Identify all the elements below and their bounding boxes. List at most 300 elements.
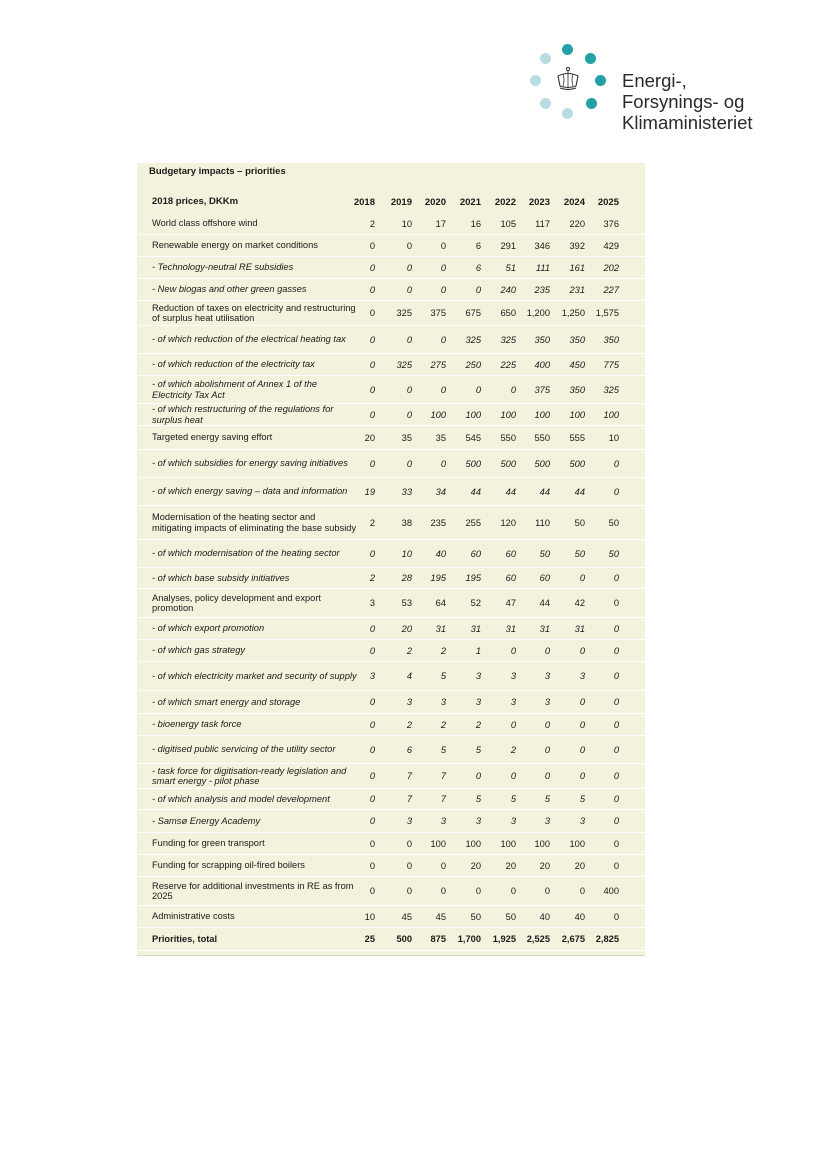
table-cell: 3 bbox=[406, 816, 412, 826]
table-cell: 31 bbox=[574, 623, 585, 634]
table-cell: 550 bbox=[500, 432, 516, 443]
table-cell: 0 bbox=[544, 771, 550, 781]
row-label: Analyses, policy development and export promotion bbox=[152, 592, 321, 613]
table-cell: 5 bbox=[544, 794, 550, 804]
table-cell: 20 bbox=[470, 860, 481, 871]
table-row bbox=[137, 618, 645, 640]
table-cell: 0 bbox=[579, 719, 585, 730]
table-row bbox=[137, 404, 645, 426]
table-cell: 100 bbox=[500, 409, 516, 420]
table-cell: 0 bbox=[406, 838, 412, 849]
table-cell: 6 bbox=[475, 262, 481, 273]
table-cell: 500 bbox=[465, 458, 481, 469]
table-cell: 0 bbox=[369, 262, 375, 273]
table-cell: 0 bbox=[369, 719, 375, 730]
table-cell: 16 bbox=[470, 218, 481, 229]
table-cell: 5 bbox=[440, 671, 446, 681]
table-cell: 7 bbox=[406, 794, 412, 804]
table-cell: 60 bbox=[470, 548, 481, 559]
table-cell: 220 bbox=[569, 218, 585, 229]
table-cell: 275 bbox=[430, 359, 446, 370]
table-row bbox=[137, 906, 645, 928]
ministry-name-line: Energi-, bbox=[622, 70, 687, 91]
table-cell: 100 bbox=[534, 409, 550, 420]
row-label: - of which abolishment of Annex 1 of the Electricity Tax Act bbox=[152, 379, 318, 400]
table-cell: 100 bbox=[465, 409, 481, 420]
table-cell: 0 bbox=[510, 886, 516, 896]
table-cell: 0 bbox=[475, 771, 481, 781]
table-cell: 10 bbox=[401, 548, 412, 559]
table-cell: 3 bbox=[544, 671, 550, 681]
table-cell: 325 bbox=[500, 334, 516, 345]
table-cell: 0 bbox=[440, 458, 446, 469]
table-cell: 3 bbox=[510, 697, 516, 707]
table-cell: 100 bbox=[430, 838, 446, 849]
table-cell: 0 bbox=[369, 240, 375, 251]
table-cell: 3 bbox=[475, 671, 481, 681]
table-cell: 0 bbox=[440, 334, 446, 345]
table-cell: 500 bbox=[534, 458, 550, 469]
table-row bbox=[137, 810, 645, 833]
table-cell: 0 bbox=[510, 771, 516, 781]
table-cell: 17 bbox=[435, 218, 446, 229]
table-cell: 0 bbox=[369, 886, 375, 896]
row-label: - Technology-neutral RE subsidies bbox=[152, 262, 294, 273]
table-cell: 3 bbox=[544, 816, 550, 826]
table-cell: 0 bbox=[369, 623, 375, 634]
table-cell: 2 bbox=[440, 719, 446, 730]
year-header: 2018 bbox=[353, 197, 375, 208]
table-cell: 0 bbox=[440, 240, 446, 251]
table-row bbox=[137, 736, 645, 764]
year-header: 2021 bbox=[459, 197, 481, 208]
table-cell: 0 bbox=[369, 284, 375, 295]
table-cell: 376 bbox=[603, 218, 619, 229]
table-cell: 0 bbox=[369, 697, 375, 707]
table-cell: 42 bbox=[574, 598, 585, 608]
table-row bbox=[137, 789, 645, 810]
table-row bbox=[137, 326, 645, 354]
table-cell: 0 bbox=[613, 486, 619, 497]
table-cell: 0 bbox=[440, 886, 446, 896]
table-cell: 350 bbox=[569, 384, 585, 395]
table-cell: 2,825 bbox=[595, 934, 619, 944]
table-cell: 120 bbox=[500, 517, 516, 528]
table-cell: 0 bbox=[613, 771, 619, 781]
table-row bbox=[137, 376, 645, 404]
table-cell: 0 bbox=[579, 645, 585, 656]
table-cell: 0 bbox=[613, 838, 619, 849]
row-label: Funding for scrapping oil-fired boilers bbox=[152, 860, 305, 871]
table-row bbox=[137, 301, 645, 326]
table-row bbox=[137, 426, 645, 450]
table-cell: 0 bbox=[579, 771, 585, 781]
table-cell: 5 bbox=[475, 744, 481, 755]
table-cell: 0 bbox=[613, 860, 619, 871]
table-cell: 400 bbox=[534, 359, 550, 370]
table-cell: 0 bbox=[613, 794, 619, 804]
table-cell: 0 bbox=[440, 284, 446, 295]
table-cell: 0 bbox=[544, 886, 550, 896]
table-cell: 19 bbox=[364, 486, 375, 497]
table-cell: 0 bbox=[475, 284, 481, 295]
row-label: Renewable energy on market conditions bbox=[152, 240, 318, 251]
table-cell: 0 bbox=[406, 860, 412, 871]
table-cell: 100 bbox=[430, 409, 446, 420]
table-cell: 0 bbox=[406, 384, 412, 395]
row-label: - of which reduction of the electrical heating tax bbox=[152, 334, 346, 345]
row-label: Funding for green transport bbox=[152, 838, 265, 849]
table-cell: 5 bbox=[579, 794, 585, 804]
row-label: Targeted energy saving effort bbox=[152, 432, 273, 443]
table-cell: 60 bbox=[505, 573, 516, 583]
table-cell: 5 bbox=[440, 744, 446, 755]
table-cell: 675 bbox=[465, 308, 481, 318]
table-cell: 0 bbox=[613, 458, 619, 469]
table-cell: 3 bbox=[475, 816, 481, 826]
row-label: - of which subsidies for energy saving initiatives bbox=[152, 458, 348, 469]
table-cell: 375 bbox=[534, 384, 550, 395]
table-cell: 40 bbox=[435, 548, 446, 559]
table-cell: 34 bbox=[435, 486, 446, 497]
row-label: World class offshore wind bbox=[152, 218, 258, 229]
row-label: - of which energy saving – data and information bbox=[152, 486, 348, 497]
table-cell: 47 bbox=[505, 598, 516, 608]
row-label: Modernisation of the heating sector and mitigating impacts of eliminating the base subsidy bbox=[152, 512, 357, 533]
table-cell: 0 bbox=[475, 384, 481, 395]
table-cell: 0 bbox=[369, 794, 375, 804]
table-cell: 50 bbox=[470, 911, 481, 922]
table-cell: 0 bbox=[544, 719, 550, 730]
table-cell: 1,575 bbox=[595, 308, 619, 318]
table-cell: 100 bbox=[569, 838, 585, 849]
table-cell: 3 bbox=[369, 598, 375, 608]
table-cell: 117 bbox=[535, 218, 550, 229]
table-cell: 0 bbox=[544, 744, 550, 755]
year-header: 2025 bbox=[597, 197, 619, 208]
table-cell: 500 bbox=[500, 458, 516, 469]
row-label: - task force for digitisation-ready legislation and smart energy - pilot phase bbox=[152, 765, 347, 786]
ministry-name-line: Forsynings- og bbox=[622, 91, 745, 112]
table-cell: 0 bbox=[440, 384, 446, 395]
table-cell: 500 bbox=[396, 934, 412, 944]
table-cell: 225 bbox=[500, 359, 516, 370]
row-label: - of which export promotion bbox=[152, 623, 265, 634]
table-cell: 4 bbox=[406, 671, 412, 681]
table-cell: 33 bbox=[401, 486, 412, 497]
table-cell: 51 bbox=[505, 262, 516, 273]
table-cell: 0 bbox=[369, 308, 375, 318]
table-cell: 1,250 bbox=[561, 308, 585, 318]
table-cell: 2 bbox=[475, 719, 481, 730]
table-cell: 240 bbox=[500, 284, 516, 295]
table-cell: 20 bbox=[539, 860, 550, 871]
table-cell: 60 bbox=[539, 573, 550, 583]
table-cell: 100 bbox=[500, 838, 516, 849]
table-cell: 3 bbox=[440, 816, 446, 826]
table-cell: 0 bbox=[406, 886, 412, 896]
table-cell: 375 bbox=[430, 308, 446, 318]
table-cell: 45 bbox=[401, 911, 412, 922]
table-cell: 0 bbox=[406, 458, 412, 469]
table-cell: 0 bbox=[369, 860, 375, 871]
table-cell: 0 bbox=[440, 262, 446, 273]
table-cell: 231 bbox=[569, 284, 585, 295]
table-cell: 0 bbox=[475, 886, 481, 896]
table-cell: 1,925 bbox=[492, 934, 516, 944]
table-cell: 255 bbox=[465, 517, 481, 528]
table-cell: 0 bbox=[406, 262, 412, 273]
table-cell: 0 bbox=[613, 671, 619, 681]
table-header-row bbox=[137, 195, 645, 209]
table-cell: 775 bbox=[603, 359, 619, 370]
table-cell: 40 bbox=[574, 911, 585, 922]
table-cell: 0 bbox=[613, 623, 619, 634]
table-row bbox=[137, 450, 645, 478]
table-cell: 350 bbox=[569, 334, 585, 345]
row-label: - digitised public servicing of the utility sector bbox=[152, 744, 336, 755]
table-body bbox=[137, 213, 645, 951]
table-cell: 346 bbox=[534, 240, 550, 251]
row-label: - Samsø Energy Academy bbox=[152, 815, 261, 826]
table-cell: 350 bbox=[534, 334, 550, 345]
row-label: - of which restructuring of the regulations for surplus heat bbox=[152, 404, 334, 425]
table-cell: 3 bbox=[579, 671, 585, 681]
table-cell: 0 bbox=[369, 771, 375, 781]
table-cell: 0 bbox=[369, 409, 375, 420]
table-cell: 52 bbox=[470, 598, 481, 608]
table-cell: 0 bbox=[510, 645, 516, 656]
table-row bbox=[137, 235, 645, 257]
table-cell: 6 bbox=[475, 240, 481, 251]
year-header: 2023 bbox=[528, 197, 550, 208]
row-label: Reserve for additional investments in RE as from 2025 bbox=[152, 880, 354, 901]
table-row bbox=[137, 506, 645, 540]
table-row bbox=[137, 662, 645, 691]
table-cell: 1,200 bbox=[526, 308, 550, 318]
row-label: - of which modernisation of the heating sector bbox=[152, 548, 340, 559]
table-cell: 10 bbox=[364, 911, 375, 922]
table-cell: 6 bbox=[406, 744, 412, 755]
table-cell: 53 bbox=[401, 598, 412, 608]
table-cell: 2 bbox=[406, 645, 412, 656]
table-cell: 325 bbox=[396, 359, 412, 370]
table-cell: 2 bbox=[510, 744, 516, 755]
table-row bbox=[137, 714, 645, 736]
row-label: Priorities, total bbox=[152, 933, 218, 944]
table-cell: 45 bbox=[435, 911, 446, 922]
table-cell: 44 bbox=[539, 598, 550, 608]
table-cell: 10 bbox=[608, 432, 619, 443]
table-cell: 31 bbox=[435, 623, 446, 634]
table-cell: 100 bbox=[465, 838, 481, 849]
table-cell: 50 bbox=[608, 548, 619, 559]
table-cell: 44 bbox=[505, 486, 516, 497]
year-header: 2024 bbox=[563, 197, 585, 208]
table-cell: 325 bbox=[396, 308, 412, 318]
table-cell: 0 bbox=[369, 359, 375, 370]
table-cell: 20 bbox=[505, 860, 516, 871]
table-cell: 2 bbox=[440, 645, 446, 656]
table-cell: 100 bbox=[603, 409, 619, 420]
table-cell: 235 bbox=[534, 284, 550, 295]
table-row bbox=[137, 257, 645, 279]
table-row bbox=[137, 855, 645, 877]
table-cell: 0 bbox=[613, 573, 619, 583]
table-cell: 227 bbox=[603, 284, 619, 295]
table-cell: 0 bbox=[369, 645, 375, 656]
table-cell: 291 bbox=[500, 240, 516, 251]
table-cell: 3 bbox=[369, 671, 375, 681]
table-row bbox=[137, 213, 645, 235]
table-cell: 0 bbox=[369, 816, 375, 826]
table-row bbox=[137, 691, 645, 714]
table-cell: 0 bbox=[613, 645, 619, 656]
table-cell: 400 bbox=[603, 886, 619, 896]
table-cell: 44 bbox=[470, 486, 481, 497]
table-row bbox=[137, 877, 645, 906]
unit-label: 2018 prices, DKKm bbox=[152, 196, 239, 207]
table-cell: 44 bbox=[539, 486, 550, 497]
row-label: - of which smart energy and storage bbox=[152, 696, 301, 707]
table-cell: 7 bbox=[440, 794, 446, 804]
table-cell: 0 bbox=[406, 240, 412, 251]
table-cell: 50 bbox=[539, 548, 550, 559]
table-row bbox=[137, 640, 645, 662]
table-cell: 20 bbox=[401, 623, 412, 634]
table-cell: 3 bbox=[406, 697, 412, 707]
table-cell: 0 bbox=[369, 548, 375, 559]
table-cell: 50 bbox=[574, 517, 585, 528]
table-cell: 0 bbox=[369, 384, 375, 395]
table-cell: 31 bbox=[470, 623, 481, 634]
table-cell: 0 bbox=[406, 334, 412, 345]
table-cell: 28 bbox=[401, 573, 412, 583]
table-cell: 1,700 bbox=[457, 934, 481, 944]
row-label: Administrative costs bbox=[152, 911, 235, 922]
table-cell: 38 bbox=[401, 517, 412, 528]
table-cell: 5 bbox=[510, 794, 516, 804]
table-cell: 50 bbox=[505, 911, 516, 922]
table-cell: 195 bbox=[430, 573, 446, 583]
table-cell: 0 bbox=[613, 719, 619, 730]
table-cell: 0 bbox=[369, 334, 375, 345]
row-label: - of which reduction of the electricity tax bbox=[152, 359, 315, 370]
table-row bbox=[137, 589, 645, 618]
table-cell: 0 bbox=[440, 860, 446, 871]
table-cell: 35 bbox=[401, 432, 412, 443]
table-row bbox=[137, 478, 645, 506]
table-cell: 3 bbox=[475, 697, 481, 707]
table-cell: 0 bbox=[613, 697, 619, 707]
table-cell: 0 bbox=[510, 719, 516, 730]
table-cell: 2,675 bbox=[561, 934, 585, 944]
table-cell: 195 bbox=[465, 573, 481, 583]
table-cell: 450 bbox=[569, 359, 585, 370]
budget-table-panel bbox=[137, 163, 645, 956]
table-cell: 202 bbox=[603, 262, 619, 273]
table-cell: 20 bbox=[574, 860, 585, 871]
table-cell: 0 bbox=[613, 816, 619, 826]
ministry-name bbox=[622, 70, 753, 133]
table-cell: 111 bbox=[535, 262, 550, 273]
table-cell: 0 bbox=[579, 886, 585, 896]
table-row bbox=[137, 568, 645, 589]
table-row bbox=[137, 354, 645, 376]
table-cell: 545 bbox=[465, 432, 481, 443]
table-row bbox=[137, 928, 645, 951]
table-cell: 60 bbox=[505, 548, 516, 559]
table-cell: 105 bbox=[500, 218, 516, 229]
table-cell: 325 bbox=[465, 334, 481, 345]
table-cell: 0 bbox=[579, 573, 585, 583]
table-cell: 0 bbox=[406, 409, 412, 420]
year-header: 2022 bbox=[494, 197, 516, 208]
table-cell: 7 bbox=[440, 771, 446, 781]
table-cell: 40 bbox=[539, 911, 550, 922]
table-cell: 44 bbox=[574, 486, 585, 497]
table-cell: 0 bbox=[579, 697, 585, 707]
table-cell: 0 bbox=[369, 744, 375, 755]
table-cell: 161 bbox=[569, 262, 585, 273]
table-cell: 110 bbox=[535, 517, 550, 528]
table-cell: 100 bbox=[569, 409, 585, 420]
row-label: Reduction of taxes on electricity and restructuring of surplus heat utilisation bbox=[152, 302, 356, 323]
table-cell: 3 bbox=[510, 671, 516, 681]
table-cell: 0 bbox=[613, 598, 619, 608]
table-cell: 555 bbox=[569, 432, 585, 443]
table-row bbox=[137, 764, 645, 789]
table-cell: 550 bbox=[534, 432, 550, 443]
table-cell: 875 bbox=[430, 934, 446, 944]
year-header: 2020 bbox=[424, 197, 446, 208]
table-cell: 0 bbox=[369, 458, 375, 469]
table-cell: 235 bbox=[430, 517, 446, 528]
table-cell: 250 bbox=[465, 359, 481, 370]
table-cell: 0 bbox=[406, 284, 412, 295]
row-label: - of which base subsidy initiatives bbox=[152, 572, 290, 583]
table-cell: 500 bbox=[569, 458, 585, 469]
table-cell: 3 bbox=[510, 816, 516, 826]
ministry-logo bbox=[528, 40, 768, 140]
table-cell: 25 bbox=[364, 934, 375, 944]
table-cell: 7 bbox=[406, 771, 412, 781]
table-cell: 10 bbox=[401, 218, 412, 229]
table-cell: 1 bbox=[475, 645, 481, 656]
table-cell: 2 bbox=[369, 517, 375, 528]
table-cell: 3 bbox=[440, 697, 446, 707]
table-cell: 350 bbox=[603, 334, 619, 345]
table-cell: 325 bbox=[603, 384, 619, 395]
table-cell: 0 bbox=[613, 911, 619, 922]
table-row bbox=[137, 540, 645, 568]
table-cell: 100 bbox=[534, 838, 550, 849]
row-label: - of which electricity market and security of supply bbox=[152, 670, 357, 681]
table-cell: 3 bbox=[579, 816, 585, 826]
table-cell: 3 bbox=[544, 697, 550, 707]
row-label: - bioenergy task force bbox=[152, 719, 242, 730]
table-cell: 2 bbox=[369, 218, 375, 229]
table-cell: 31 bbox=[539, 623, 550, 634]
table-cell: 31 bbox=[505, 623, 516, 634]
row-label: - of which analysis and model development bbox=[152, 793, 330, 804]
table-cell: 0 bbox=[369, 838, 375, 849]
table-row bbox=[137, 833, 645, 855]
table-cell: 650 bbox=[500, 308, 516, 318]
table-cell: 0 bbox=[544, 645, 550, 656]
table-cell: 2 bbox=[406, 719, 412, 730]
year-header: 2019 bbox=[390, 197, 412, 208]
